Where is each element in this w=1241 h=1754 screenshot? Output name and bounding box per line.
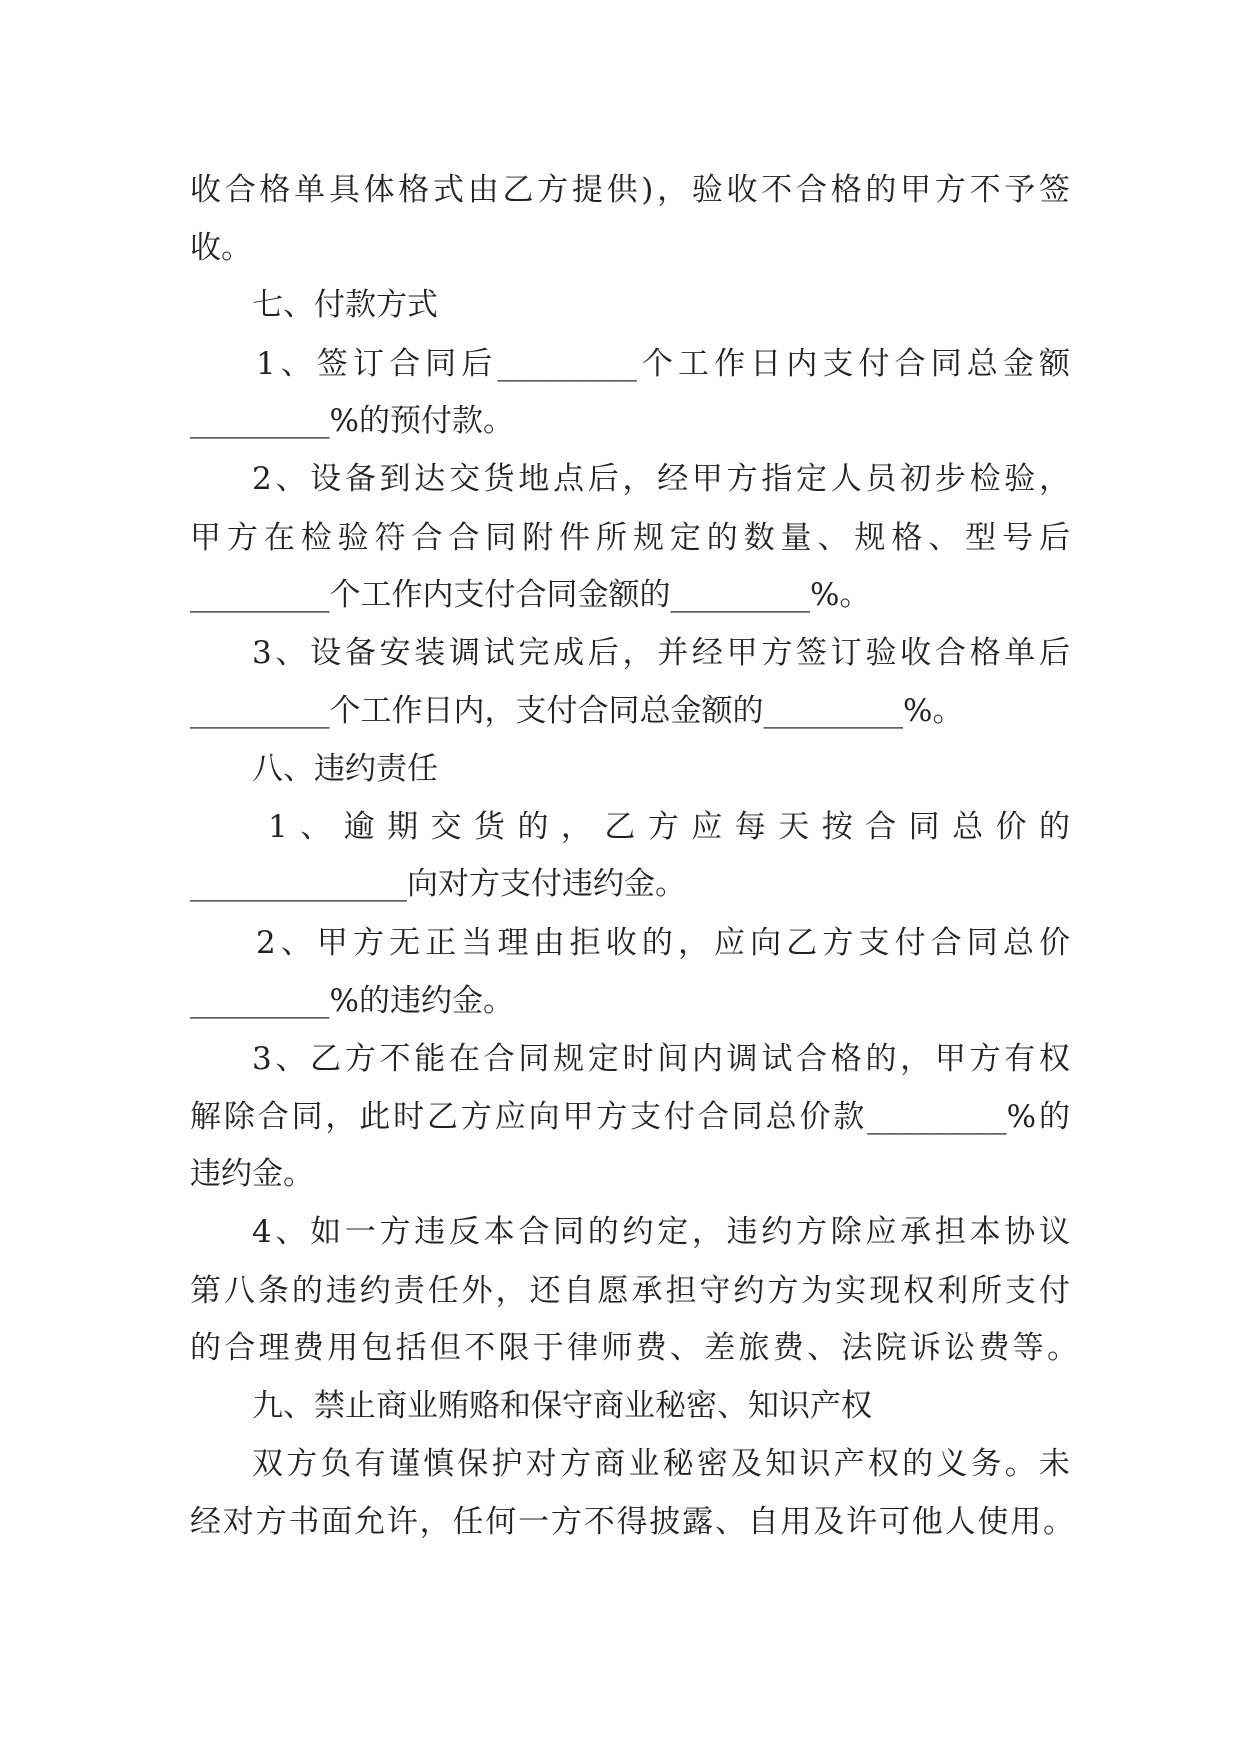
section-heading-breach: 八、违约责任 — [252, 751, 438, 787]
text-line: 违约金。 — [190, 1156, 314, 1192]
text-line: 经对方书面允许，任何一方不得披露、自用及许可他人使用。 — [190, 1504, 1074, 1540]
text-line: 2、设备到达交货地点后，经甲方指定人员初步检验， — [252, 461, 1070, 497]
section-heading-confidentiality: 九、禁止商业贿赂和保守商业秘密、知识产权 — [252, 1388, 872, 1424]
text-line: _________个工作日内，支付合同总金额的_________%。 — [190, 693, 964, 729]
text-line: 解除合同，此时乙方应向甲方支付合同总价款_________%的 — [190, 1099, 1070, 1135]
text-line: 收。 — [190, 230, 252, 266]
text-line: 2、甲方无正当理由拒收的，应向乙方支付合同总价 — [256, 925, 1070, 961]
section-heading-payment: 七、付款方式 — [252, 287, 438, 323]
text-line: _________%的预付款。 — [190, 403, 514, 439]
text-line: _________%的违约金。 — [190, 983, 514, 1019]
text-line: 甲方在检验符合合同附件所规定的数量、规格、型号后 — [190, 520, 1070, 556]
text-line: _________个工作内支付合同金额的_________%。 — [190, 577, 871, 613]
text-line: 的合理费用包括但不限于律师费、差旅费、法院诉讼费等。 — [190, 1330, 1078, 1366]
text-line: 4、如一方违反本合同的约定，违约方除应承担本协议 — [252, 1214, 1070, 1250]
text-line: 收合格单具体格式由乙方提供)，验收不合格的甲方不予签 — [190, 172, 1070, 208]
text-line: 双方负有谨慎保护对方商业秘密及知识产权的义务。未 — [252, 1446, 1070, 1482]
text-line: 3、乙方不能在合同规定时间内调试合格的，甲方有权 — [252, 1041, 1070, 1077]
text-line: 1、逾期交货的，乙方应每天按合同总价的 — [268, 809, 1070, 845]
text-line: ______________向对方支付违约金。 — [190, 866, 686, 902]
text-line: 第八条的违约责任外，还自愿承担守约方为实现权利所支付 — [190, 1273, 1070, 1309]
text-line: 3、设备安装调试完成后，并经甲方签订验收合格单后 — [252, 635, 1070, 671]
text-line: 1、签订合同后_________个工作日内支付合同总金额 — [256, 346, 1070, 382]
